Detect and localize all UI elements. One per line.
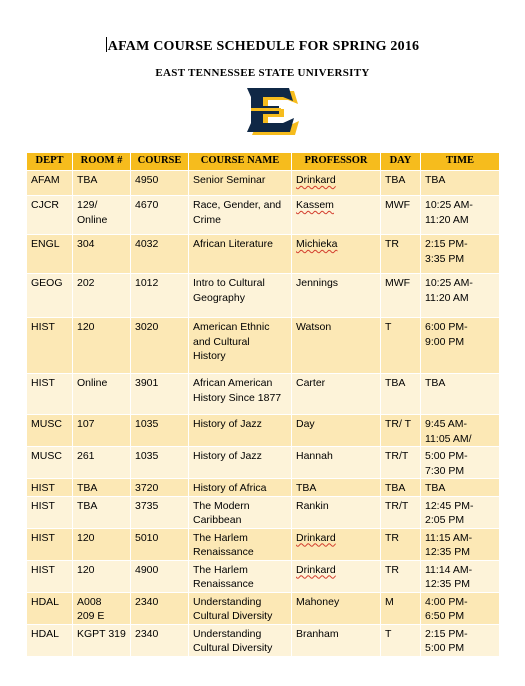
cell-time: TBA xyxy=(421,171,500,196)
column-header: COURSE xyxy=(131,153,189,171)
cell-name: The Modern Caribbean xyxy=(189,496,292,528)
column-header: TIME xyxy=(421,153,500,171)
spellcheck-flagged-text: Drinkard xyxy=(296,531,336,544)
cell-room: 120 xyxy=(73,560,131,592)
cell-dept: HDAL xyxy=(27,624,73,656)
cell-professor xyxy=(292,235,381,274)
cell-room: 129/ Online xyxy=(73,196,131,235)
cell-day: TR/T xyxy=(381,447,421,479)
table-row xyxy=(27,496,500,528)
cell-course: 2340 xyxy=(131,592,189,624)
cell-day: TR xyxy=(381,235,421,274)
table-row xyxy=(27,592,500,624)
cell-room: 120 xyxy=(73,528,131,560)
cell-professor: Carter xyxy=(292,374,381,415)
university-name: EAST TENNESSEE STATE UNIVERSITY xyxy=(155,67,370,79)
cell-time: 11:15 AM- 12:35 PM xyxy=(421,528,500,560)
cell-time: TBA xyxy=(421,479,500,497)
cell-course: 4670 xyxy=(131,196,189,235)
cell-time: 5:00 PM- 7:30 PM xyxy=(421,447,500,479)
column-header: DAY xyxy=(381,153,421,171)
cell-name: History of Jazz xyxy=(189,415,292,447)
cell-professor xyxy=(292,196,381,235)
cell-dept: HIST xyxy=(27,318,73,374)
table-row xyxy=(27,528,500,560)
cell-dept: HIST xyxy=(27,528,73,560)
cell-time: 10:25 AM- 11:20 AM xyxy=(421,274,500,318)
cell-name: The Harlem Renaissance xyxy=(189,528,292,560)
cell-name: African American History Since 1877 xyxy=(189,374,292,415)
cell-room: 120 xyxy=(73,318,131,374)
spellcheck-flagged-text: Drinkard xyxy=(296,174,336,186)
table-row xyxy=(27,274,500,318)
cell-course: 4032 xyxy=(131,235,189,274)
cell-name: Understanding Cultural Diversity xyxy=(189,624,292,656)
cell-professor xyxy=(292,171,381,196)
cell-room: A008 209 E xyxy=(73,592,131,624)
cell-professor xyxy=(292,528,381,560)
cell-name: African Literature xyxy=(189,235,292,274)
cell-day: T xyxy=(381,318,421,374)
cell-professor: Hannah xyxy=(292,447,381,479)
cell-dept: HIST xyxy=(27,374,73,415)
cell-name: American Ethnic and Cultural History xyxy=(189,318,292,374)
column-header: ROOM # xyxy=(73,153,131,171)
spellcheck-flagged-text: Kassem xyxy=(296,199,334,211)
cell-day: TBA xyxy=(381,374,421,415)
cell-room: KGPT 319 xyxy=(73,624,131,656)
table-row xyxy=(27,235,500,274)
cell-time: 6:00 PM- 9:00 PM xyxy=(421,318,500,374)
cell-name: The Harlem Renaissance xyxy=(189,560,292,592)
cell-room: 304 xyxy=(73,235,131,274)
column-header: DEPT xyxy=(27,153,73,171)
cell-day: M xyxy=(381,592,421,624)
cell-dept: ENGL xyxy=(27,235,73,274)
spellcheck-flagged-text: Drinkard xyxy=(296,563,336,576)
table-row xyxy=(27,374,500,415)
table-row xyxy=(27,560,500,592)
cell-name: Intro to Cultural Geography xyxy=(189,274,292,318)
cell-course: 3735 xyxy=(131,496,189,528)
cell-professor: Jennings xyxy=(292,274,381,318)
cell-dept: GEOG xyxy=(27,274,73,318)
cell-course: 4900 xyxy=(131,560,189,592)
table-row xyxy=(27,415,500,447)
cell-room: TBA xyxy=(73,171,131,196)
document-title xyxy=(0,37,525,55)
cell-professor: Rankin xyxy=(292,496,381,528)
cell-dept: AFAM xyxy=(27,171,73,196)
column-header: COURSE NAME xyxy=(189,153,292,171)
column-header: PROFESSOR xyxy=(292,153,381,171)
cell-name: Senior Seminar xyxy=(189,171,292,196)
cell-time: 10:25 AM- 11:20 AM xyxy=(421,196,500,235)
cell-day: TR/ T xyxy=(381,415,421,447)
table-row xyxy=(27,624,500,656)
table-row xyxy=(27,171,500,196)
cell-day: TR/T xyxy=(381,496,421,528)
cell-course: 3020 xyxy=(131,318,189,374)
cell-course: 5010 xyxy=(131,528,189,560)
cell-day: MWF xyxy=(381,196,421,235)
cell-name: Understanding Cultural Diversity xyxy=(189,592,292,624)
cell-dept: HIST xyxy=(27,479,73,497)
cell-name: Race, Gender, and Crime xyxy=(189,196,292,235)
cell-professor: Day xyxy=(292,415,381,447)
cell-course: 1035 xyxy=(131,447,189,479)
cell-dept: HDAL xyxy=(27,592,73,624)
cell-time: TBA xyxy=(421,374,500,415)
cell-room: 107 xyxy=(73,415,131,447)
cell-course: 3720 xyxy=(131,479,189,497)
cell-room: 202 xyxy=(73,274,131,318)
cell-time: 2:15 PM- 3:35 PM xyxy=(421,235,500,274)
cell-time: 12:45 PM- 2:05 PM xyxy=(421,496,500,528)
cell-time: 4:00 PM- 6:50 PM xyxy=(421,592,500,624)
cell-dept: CJCR xyxy=(27,196,73,235)
document-title-text: AFAM COURSE SCHEDULE FOR SPRING 2016 xyxy=(107,39,420,54)
cell-course: 2340 xyxy=(131,624,189,656)
cell-day: TBA xyxy=(381,171,421,196)
cell-time: 2:15 PM- 5:00 PM xyxy=(421,624,500,656)
cell-dept: MUSC xyxy=(27,447,73,479)
cell-professor: Branham xyxy=(292,624,381,656)
cell-name: History of Jazz xyxy=(189,447,292,479)
table-row xyxy=(27,447,500,479)
cell-dept: HIST xyxy=(27,560,73,592)
table-row xyxy=(27,196,500,235)
cell-time: 9:45 AM- 11:05 AM/ xyxy=(421,415,500,447)
cell-room: 261 xyxy=(73,447,131,479)
table-row xyxy=(27,479,500,497)
cell-dept: MUSC xyxy=(27,415,73,447)
cell-day: TBA xyxy=(381,479,421,497)
cell-course: 1012 xyxy=(131,274,189,318)
cell-name: History of Africa xyxy=(189,479,292,497)
cell-course: 3901 xyxy=(131,374,189,415)
cell-room: Online xyxy=(73,374,131,415)
cell-day: T xyxy=(381,624,421,656)
table-body xyxy=(27,171,500,657)
spellcheck-flagged-text: Michieka xyxy=(296,238,338,250)
cell-professor: Watson xyxy=(292,318,381,374)
table-row xyxy=(27,318,500,374)
table-header-row xyxy=(27,153,500,171)
cell-professor xyxy=(292,560,381,592)
etsu-logo-icon xyxy=(243,86,299,136)
cell-professor: TBA xyxy=(292,479,381,497)
cell-professor: Mahoney xyxy=(292,592,381,624)
cell-day: MWF xyxy=(381,274,421,318)
cell-course: 1035 xyxy=(131,415,189,447)
cell-dept: HIST xyxy=(27,496,73,528)
cell-day: TR xyxy=(381,560,421,592)
cell-course: 4950 xyxy=(131,171,189,196)
cell-day: TR xyxy=(381,528,421,560)
text-cursor xyxy=(106,37,107,52)
cell-room: TBA xyxy=(73,479,131,497)
cell-room: TBA xyxy=(73,496,131,528)
cell-time: 11:14 AM- 12:35 PM xyxy=(421,560,500,592)
course-schedule-table xyxy=(26,152,500,657)
